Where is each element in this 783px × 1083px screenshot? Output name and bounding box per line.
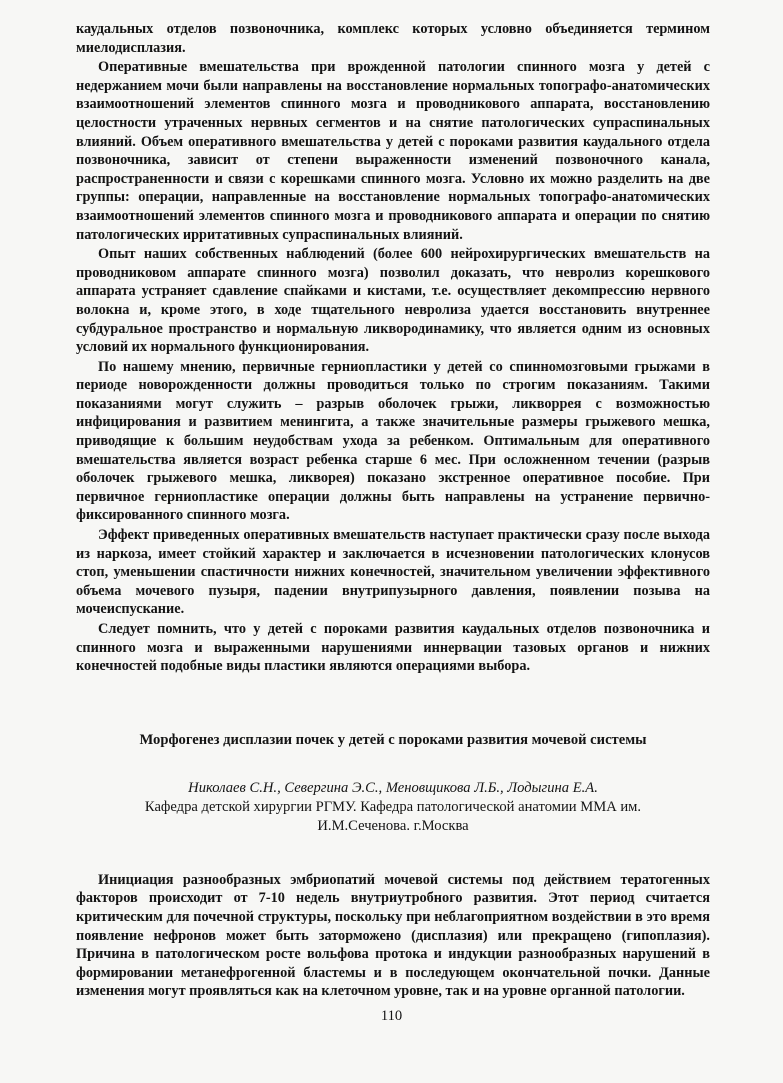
paragraph-6: Следует помнить, что у детей с пороками развития каудальных отделов позвоночника и спинного мозга и выраженными нарушениями иннервации тазовых органов и нижних конечностей подобные виды пластики являются операциями выбора. <box>76 621 710 675</box>
paragraph-2: Оперативные вмешательства при врожденной патологии спинного мозга у детей с недержанием мочи были направлены на восстановление нормальных топографо-анатомических взаимоотношений элементов спинного мозга и проводникового аппарата, восстановлению целостности утраченных нервных сегментов и на снятие патологических супраспинальных влияний. Объем оперативного вмешательства у детей с пороками развития каудального отдела позвоночника, зависит от степени выраженности изменений позвоночного канала, распространенности и связи с корешками спинного мозга. Условно их можно разделить на две группы: операции, направленные на восстановление нормальных топографо-анатомических взаимоотношений элементов спинного мозга и проводникового аппарата и операции по снятию патологических ирритативных супраспинальных влияний. <box>76 59 710 243</box>
article-abstract-block <box>76 871 710 1001</box>
affiliation-line-2: И.М.Сеченова. г.Москва <box>317 818 469 835</box>
paragraph-1: каудальных отделов позвоночника, комплекс которых условно объединяется термином миелодисплазия. <box>76 21 710 56</box>
paragraph-5: Эффект приведенных оперативных вмешательств наступает практически сразу после выхода из наркоза, имеет стойкий характер и заключается в исчезновении патологических клонусов стоп, уменьшении спастичности нижних конечностей, значительном увеличении эффективного объема мочевого пузыря, падении внутрипузырного давления, появлении позыва на мочеиспускание. <box>76 527 710 618</box>
article-title: Морфогенез дисплазии почек у детей с пороками развития мочевой системы <box>139 731 647 748</box>
page-number: 110 <box>380 1008 403 1024</box>
article-authors: Николаев С.Н., Севергина Э.С., Меновщикова Л.Б., Лодыгина Е.А. <box>188 779 598 796</box>
affiliation-line-1: Кафедра детской хирургии РГМУ. Кафедра патологической анатомии ММА им. <box>144 798 642 815</box>
article-continuation <box>76 20 710 676</box>
paragraph-4: По нашему мнению, первичные герниопластики у детей со спинномозговыми грыжами в периоде новорожденности должны проводиться только по строгим показаниям. Такими показаниями могут служить – разрыв оболочек грыжи, ликворрея с возможностью инфицирования и развитием менингита, а также значительные размеры грыжевого мешка, приводящие к большим неудобствам ухода за ребенком. Оптимальным для оперативного вмешательства является возраст ребенка старше 6 мес. При осложненном течении (разрыв оболочек грыжевого мешка, ликворея) показано экстренное оперативное пособие. При первичное герниопластике операции должны быть направлены на устранение первично-фиксированного спинного мозга. <box>76 358 710 524</box>
paragraph-3: Опыт наших собственных наблюдений (более 600 нейрохирургических вмешательств на проводниковом аппарате спинного мозга) позволил доказать, что невролиз корешкового аппарата устраняет сдавление спайками и кистами, т.е. осуществляет декомпрессию нервного волокна и, кроме этого, в ходе тщательного невролиза удается восстановить внутреннее субдуральное пространство и нормальную ликвородинамику, что является одним из основных условий их нормального функционирования. <box>76 246 710 356</box>
abstract-paragraph: Инициация разнообразных эмбриопатий мочевой системы под действием тератогенных факторов происходит от 7-10 недель внутриутробного развития. Этот период считается критическим для почечной структуры, поскольку при неблагоприятном воздействии в это время появление нефронов может быть заторможено (дисплазия) или прекращено (гипоплазия). Причина в патологическом росте вольфова протока и индукции разнообразных нарушений в формировании метанефрогенной бластемы и в последующем окончательной почки. Данные изменения могут проявляться как на клеточном уровне, так и на уровне органной патологии. <box>76 871 710 1000</box>
